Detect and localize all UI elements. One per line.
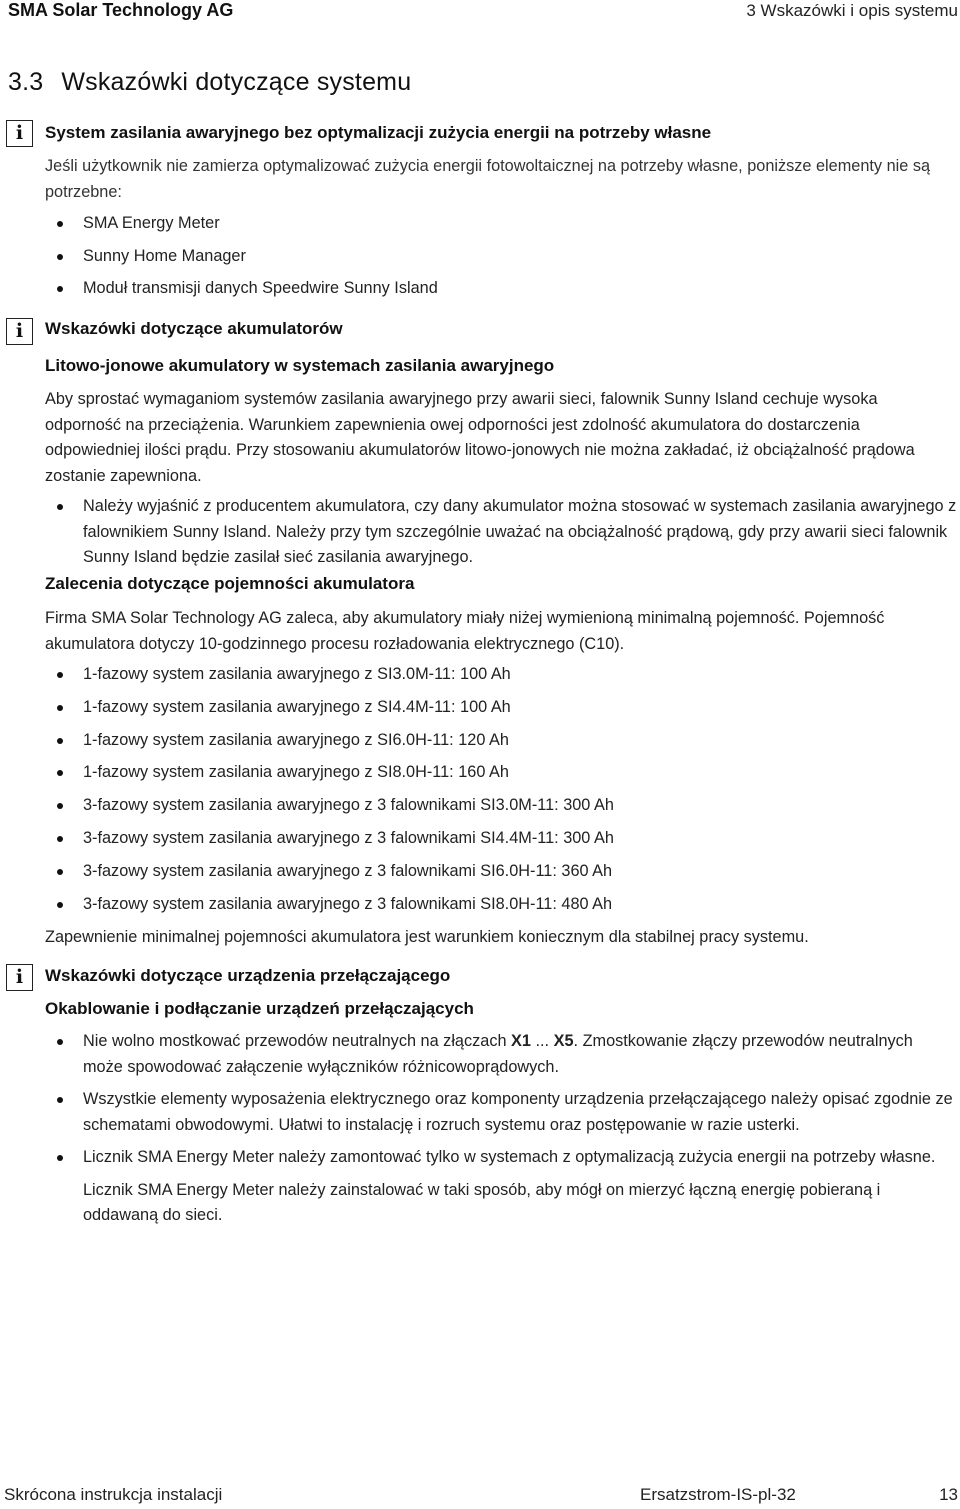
list-item: 3-fazowy system zasilania awaryjnego z 3 falownikami SI8.0H-11: 480 Ah [45,892,957,918]
capacity-list [45,662,957,917]
capacity-intro: Firma SMA Solar Technology AG zaleca, aby akumulatory miały niżej wymienioną minimalną pojemność. Pojemność akumulatora dotyczy 10-godzinnego procesu rozładowania elektrycznego (C10). [45,609,885,653]
footer-doc-title: Skrócona instrukcja instalacji [4,1485,223,1504]
footer-page-number: 13 [939,1485,958,1504]
list-item: 3-fazowy system zasilania awaryjnego z 3 falownikami SI6.0H-11: 360 Ah [45,859,957,885]
list-item: 1-fazowy system zasilania awaryjnego z SI8.0H-11: 160 Ah [45,760,957,786]
note-title-switching-device: Wskazówki dotyczące urządzenia przełączającego [45,966,451,985]
list-item [45,1029,957,1080]
header-chapter: 3 Wskazówki i opis systemu [746,1,958,20]
section-number: 3.3 [8,68,44,96]
note-intro-paragraph: Jeśli użytkownik nie zamierza optymalizować zużycia energii fotowoltaicznej na potrzeby własne, poniższe elementy nie są potrzebne: [45,157,931,201]
battery-bullet-list [45,494,957,571]
list-item: Licznik SMA Energy Meter należy zamontować tylko w systemach z optymalizacją zużycia energii na potrzeby własne. [45,1145,957,1171]
info-icon: i [6,964,33,991]
terminal-x5: X5 [553,1032,574,1050]
list-item-continuation: Licznik SMA Energy Meter należy zainstalować w taki sposób, aby mógł on mierzyć łączną energię pobieraną i oddawaną do sieci. [83,1180,881,1224]
subtitle-wiring: Okablowanie i podłączanie urządzeń przełączających [45,999,474,1018]
capacity-heading: Zalecenia dotyczące pojemności akumulatora [45,574,415,593]
bullet-text: . Zmostkowanie złączy przewodów neutralnych może spowodować załączenie wyłączników różnicowoprądowych. [83,1032,913,1076]
section-title [8,68,411,97]
info-icon: i [6,318,33,345]
list-item: 3-fazowy system zasilania awaryjnego z 3 falownikami SI3.0M-11: 300 Ah [45,793,957,819]
list-item: Sunny Home Manager [45,244,957,270]
list-item: Wszystkie elementy wyposażenia elektrycznego oraz komponenty urządzenia przełączającego należy opisać zgodnie ze schematami obwodowymi. Ułatwi to instalację i rozruch systemu oraz postępowanie w razie usterki. [45,1087,957,1138]
note-title-emergency-system: System zasilania awaryjnego bez optymalizacji zużycia energii na potrzeby własne [45,123,712,142]
note-title-batteries: Wskazówki dotyczące akumulatorów [45,319,343,338]
list-item: Moduł transmisji danych Speedwire Sunny Island [45,276,957,302]
list-item: SMA Energy Meter [45,211,957,237]
section-title-text: Wskazówki dotyczące systemu [61,68,412,96]
bullet-text: ... [530,1032,554,1050]
info-icon: i [6,120,33,147]
list-item: 1-fazowy system zasilania awaryjnego z SI3.0M-11: 100 Ah [45,662,957,688]
list-item: 3-fazowy system zasilania awaryjnego z 3 falownikami SI4.4M-11: 300 Ah [45,826,957,852]
subtitle-lithium-ion: Litowo-jonowe akumulatory w systemach zasilania awaryjnego [45,356,555,375]
footer-doc-code: Ersatzstrom-IS-pl-32 [640,1485,796,1504]
bullet-text: Nie wolno mostkować przewodów neutralnych na złączach [83,1032,512,1050]
optional-components-list [45,211,957,302]
wiring-list [45,1029,957,1229]
list-item: 1-fazowy system zasilania awaryjnego z SI4.4M-11: 100 Ah [45,695,957,721]
battery-paragraph: Aby sprostać wymaganiom systemów zasilania awaryjnego przy awarii sieci, falownik Sunny Island cechuje wysoka odporność na przeciążenia. Warunkiem zapewnienia owej odporności jest zdolność akumulatora do dostarczenia odpowiedniej ilości prądu. Przy stosowaniu akumulatorów litowo-jonowych nie można zakładać, iż obciążalność prądowa zostanie zapewniona. [45,390,915,485]
list-item: Należy wyjaśnić z producentem akumulatora, czy dany akumulator można stosować w systemach zasilania awaryjnego z falownikiem Sunny Island. Należy przy tym szczególnie uważać na obciążalność prądową, gdy przy awarii sieci falownik Sunny Island będzie zasilał sieć zasilania awaryjnego. [45,494,957,571]
list-item: 1-fazowy system zasilania awaryjnego z SI6.0H-11: 120 Ah [45,728,957,754]
terminal-x1: X1 [511,1032,531,1050]
capacity-note: Zapewnienie minimalnej pojemności akumulatora jest warunkiem koniecznym dla stabilnej pracy systemu. [45,928,809,946]
header-company: SMA Solar Technology AG [8,0,234,20]
